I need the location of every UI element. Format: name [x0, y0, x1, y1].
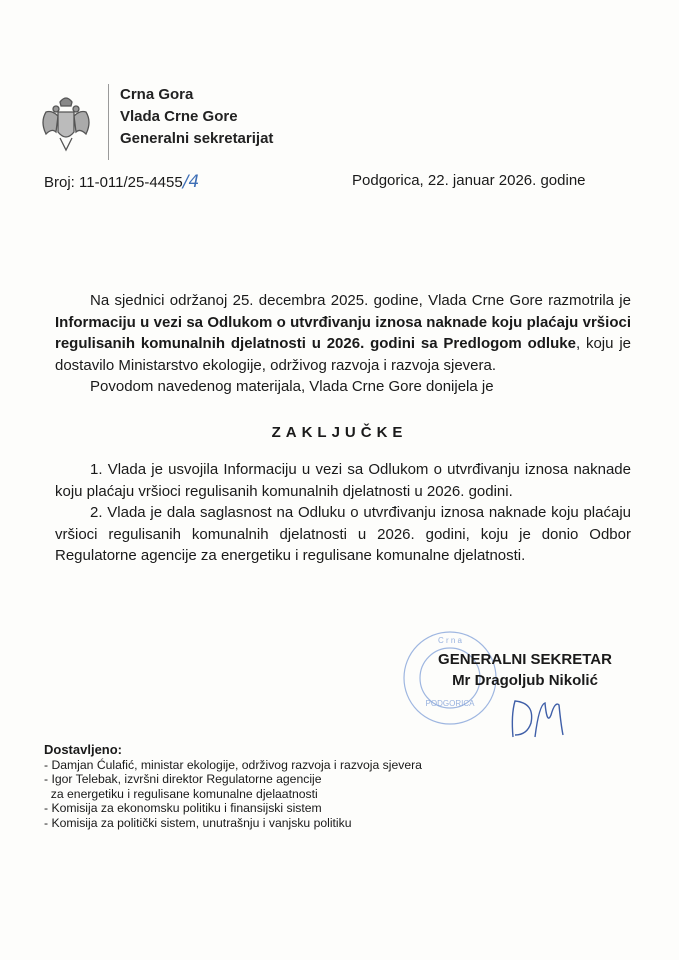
handwritten-suffix: /4 [182, 172, 200, 192]
coat-of-arms-icon [38, 92, 94, 154]
intro-line-2: Povodom navedenog materijala, Vlada Crne Gore donijela je [90, 378, 494, 395]
office-name: Generalni sekretarijat [120, 130, 274, 147]
reference-label: Broj: 11-011/25-4455 [44, 174, 183, 191]
svg-text:PODGORICA: PODGORICA [425, 699, 475, 708]
issuer-block [120, 84, 273, 150]
handwritten-signature-icon [505, 695, 575, 740]
conclusion-item: 1. Vlada je usvojila Informaciju u vezi sa Odlukom o utvrđivanju iznosa naknade koju plaćaju vršioci regulisanih komunalnih djelatnosti u 2026. godini. [55, 461, 631, 500]
intro-paragraph [55, 290, 631, 398]
government-name: Vlada Crne Gore [120, 108, 238, 125]
intro-text: Na sjednici održanoj 25. decembra 2025. godine, Vlada Crne Gore razmotrila je Informaciju u vezi sa Odlukom o utvrđivanju iznosa naknade koju plaćaju vršioci regulisanih komunalnih djelatnosti u 2026. godini sa Predlogom odluke, koju je dostavilo Ministarstvo ekologije, održivog razvoja i razvoja sjevera. [55, 292, 631, 374]
distribution-list [44, 743, 422, 830]
distribution-item: - Komisija za ekonomsku politiku i finansijski sistem [44, 801, 322, 815]
distribution-heading: Dostavljeno: [44, 742, 123, 757]
conclusion-item: 2. Vlada je dala saglasnost na Odluku o utvrđivanju iznosa naknade koju plaćaju vršioci regulisanih komunalnih djelatnosti u 2026. godini, koju je donio Odbor Regulatorne agencije za energetiku i regulisane komunalne djelatnosti. [55, 504, 631, 564]
place-date: Podgorica, 22. januar 2026. godine [352, 172, 586, 189]
conclusions-title: ZAKLJUČKE [271, 424, 408, 441]
signature-block [405, 649, 645, 691]
country-name: Crna Gora [120, 86, 194, 103]
svg-text:C r n a: C r n a [437, 636, 463, 645]
distribution-item: - Komisija za politički sistem, unutrašnju i vanjsku politiku [44, 815, 352, 830]
conclusions-list [55, 459, 631, 567]
signatory-name: Mr Dragoljub Nikolić [452, 672, 598, 689]
distribution-item: za energetiku i regulisane komunalne djelaatnosti [44, 786, 318, 801]
intro-bold-subject: Informaciju u vezi sa Odlukom o utvrđivanju iznosa naknade koju plaćaju vršioci regulisanih komunalnih djelatnosti u 2026. godini sa Predlogom odluke [55, 313, 631, 352]
reference-number [44, 172, 199, 192]
distribution-item: - Igor Telebak, izvršni direktor Regulatorne agencije [44, 772, 322, 786]
signatory-title: GENERALNI SEKRETAR [438, 651, 612, 668]
distribution-item: - Damjan Ćulafić, ministar ekologije, održivog razvoja i razvoja sjevera [44, 757, 422, 772]
header-divider [108, 84, 109, 160]
